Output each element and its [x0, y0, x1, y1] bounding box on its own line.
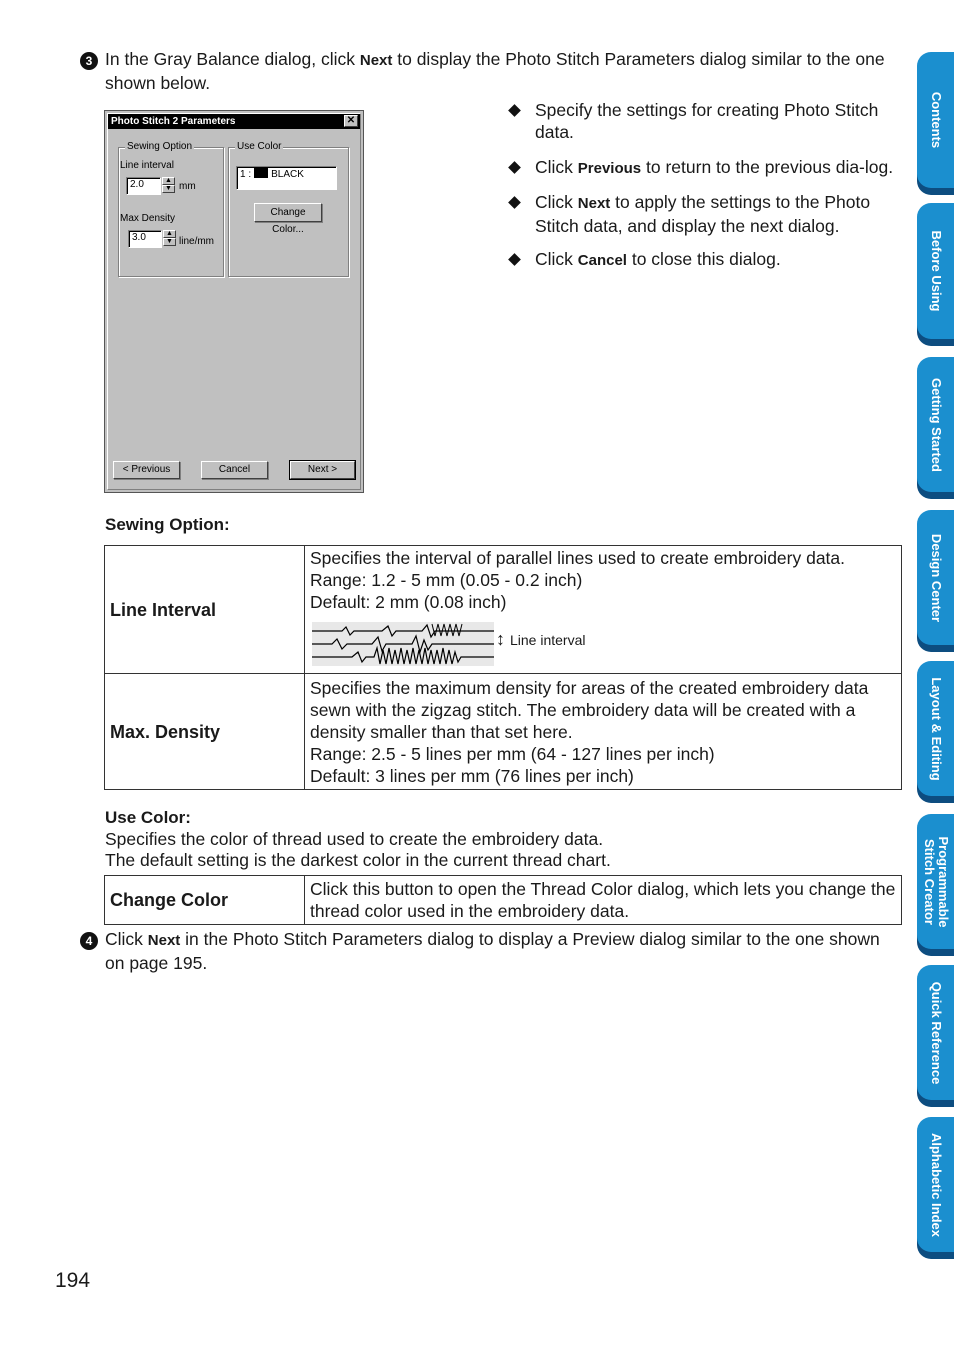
tab-layout-editing[interactable]: Layout & Editing: [917, 661, 954, 796]
sewing-option-heading: Sewing Option:: [105, 515, 230, 534]
bullet-list: [508, 99, 908, 283]
max-density-key: Max. Density: [105, 674, 305, 790]
change-color-desc: Click this button to open the Thread Color dialog, which lets you change the thread color used in the embroidery data.: [305, 876, 902, 925]
previous-button[interactable]: < Previous: [113, 461, 180, 479]
tab-contents[interactable]: Contents: [917, 52, 954, 188]
stitch-lines-image: [312, 622, 494, 666]
tab-design-center[interactable]: Design Center: [917, 510, 954, 645]
cancel-button[interactable]: Cancel: [201, 461, 268, 479]
table-row: [105, 674, 902, 790]
use-color-label: Use Color: [237, 141, 282, 152]
max-density-unit: line/mm: [179, 236, 215, 247]
use-color-line-1: Specifies the color of thread used to create the embroidery data.: [105, 829, 604, 849]
color-name: BLACK: [271, 169, 304, 180]
color-field[interactable]: 1 : BLACK: [236, 166, 337, 190]
dialog-title: Photo Stitch 2 Parameters: [111, 116, 236, 127]
keyword-next: Next: [147, 932, 181, 949]
tab-quick-reference[interactable]: Quick Reference: [917, 965, 954, 1100]
bullet-item: Click Cancel to close this dialog.: [508, 248, 908, 272]
diamond-icon: [508, 196, 521, 209]
change-color-button[interactable]: Change Color...: [254, 203, 322, 222]
step-number-3: 3: [80, 52, 98, 70]
step-3-text: In the Gray Balance dialog, click Next to display the Photo Stitch Parameters dialog similar to the one shown below.: [105, 49, 885, 93]
next-button[interactable]: Next >: [290, 461, 355, 479]
max-density-stepper[interactable]: ▲ ▼: [163, 230, 176, 247]
max-density-label: Max Density: [120, 213, 176, 224]
bullet-item: Click Previous to return to the previous dia-log.: [508, 156, 908, 180]
step-4-text: Click Next in the Photo Stitch Parameters dialog to display a Preview dialog similar to the one shown on page 195.: [105, 929, 880, 973]
line-interval-stepper[interactable]: ▲ ▼: [162, 177, 175, 194]
line-interval-label: Line interval: [120, 160, 174, 171]
diamond-icon: [508, 161, 521, 174]
dialog-title-bar: [108, 114, 360, 129]
tab-alphabetic-index[interactable]: Alphabetic Index: [917, 1117, 954, 1252]
use-color-heading: Use Color:: [105, 808, 191, 827]
line-interval-unit: mm: [179, 181, 196, 192]
step-number-4: 4: [80, 932, 98, 950]
max-density-input[interactable]: 3.0: [128, 230, 162, 248]
bullet-item: Specify the settings for creating Photo Stitch data.: [508, 99, 908, 145]
table-row: [105, 546, 902, 674]
line-interval-desc: Specifies the interval of parallel lines used to create embroidery data. Range: 1.2 - 5 mm (0.05 - 0.2 inch) Default: 2 mm (0.08 inch) ↕ Line interval: [305, 546, 902, 674]
tab-getting-started[interactable]: Getting Started: [917, 357, 954, 492]
line-interval-figure: [310, 613, 896, 665]
keyword-next: Next: [359, 52, 393, 69]
table-row: [105, 876, 902, 925]
tab-before-using[interactable]: Before Using: [917, 203, 954, 339]
tab-programmable-stitch-creator[interactable]: Programmable Stitch Creator: [917, 814, 954, 949]
close-icon[interactable]: ✕: [344, 115, 358, 127]
page-number: 194: [55, 1269, 91, 1292]
line-interval-caption: Line interval: [510, 632, 586, 648]
line-interval-input[interactable]: 2.0: [126, 177, 161, 195]
max-density-desc: Specifies the maximum density for areas of the created embroidery data sewn with the zigzag stitch. The embroidery data will be created with a density smaller than that set here. Range: 2.5 - 5 lines per mm (64 - 127 lines per inch) Default: 3 lines per mm (76 lines per inch): [305, 674, 902, 790]
change-color-table: [104, 875, 902, 925]
diamond-icon: [508, 253, 521, 266]
change-color-key: Change Color: [105, 876, 305, 925]
sewing-option-table: [104, 545, 902, 790]
photo-stitch-parameters-dialog: [104, 110, 364, 493]
line-interval-key: Line Interval: [105, 546, 305, 674]
bullet-item: Click Next to apply the settings to the Photo Stitch data, and display the next dialog.: [508, 191, 908, 237]
diamond-icon: [508, 104, 521, 117]
use-color-line-2: The default setting is the darkest color in the current thread chart.: [105, 850, 611, 870]
updown-arrow-icon: ↕: [496, 629, 505, 649]
sewing-option-label: Sewing Option: [127, 141, 193, 152]
color-swatch: [254, 168, 268, 178]
